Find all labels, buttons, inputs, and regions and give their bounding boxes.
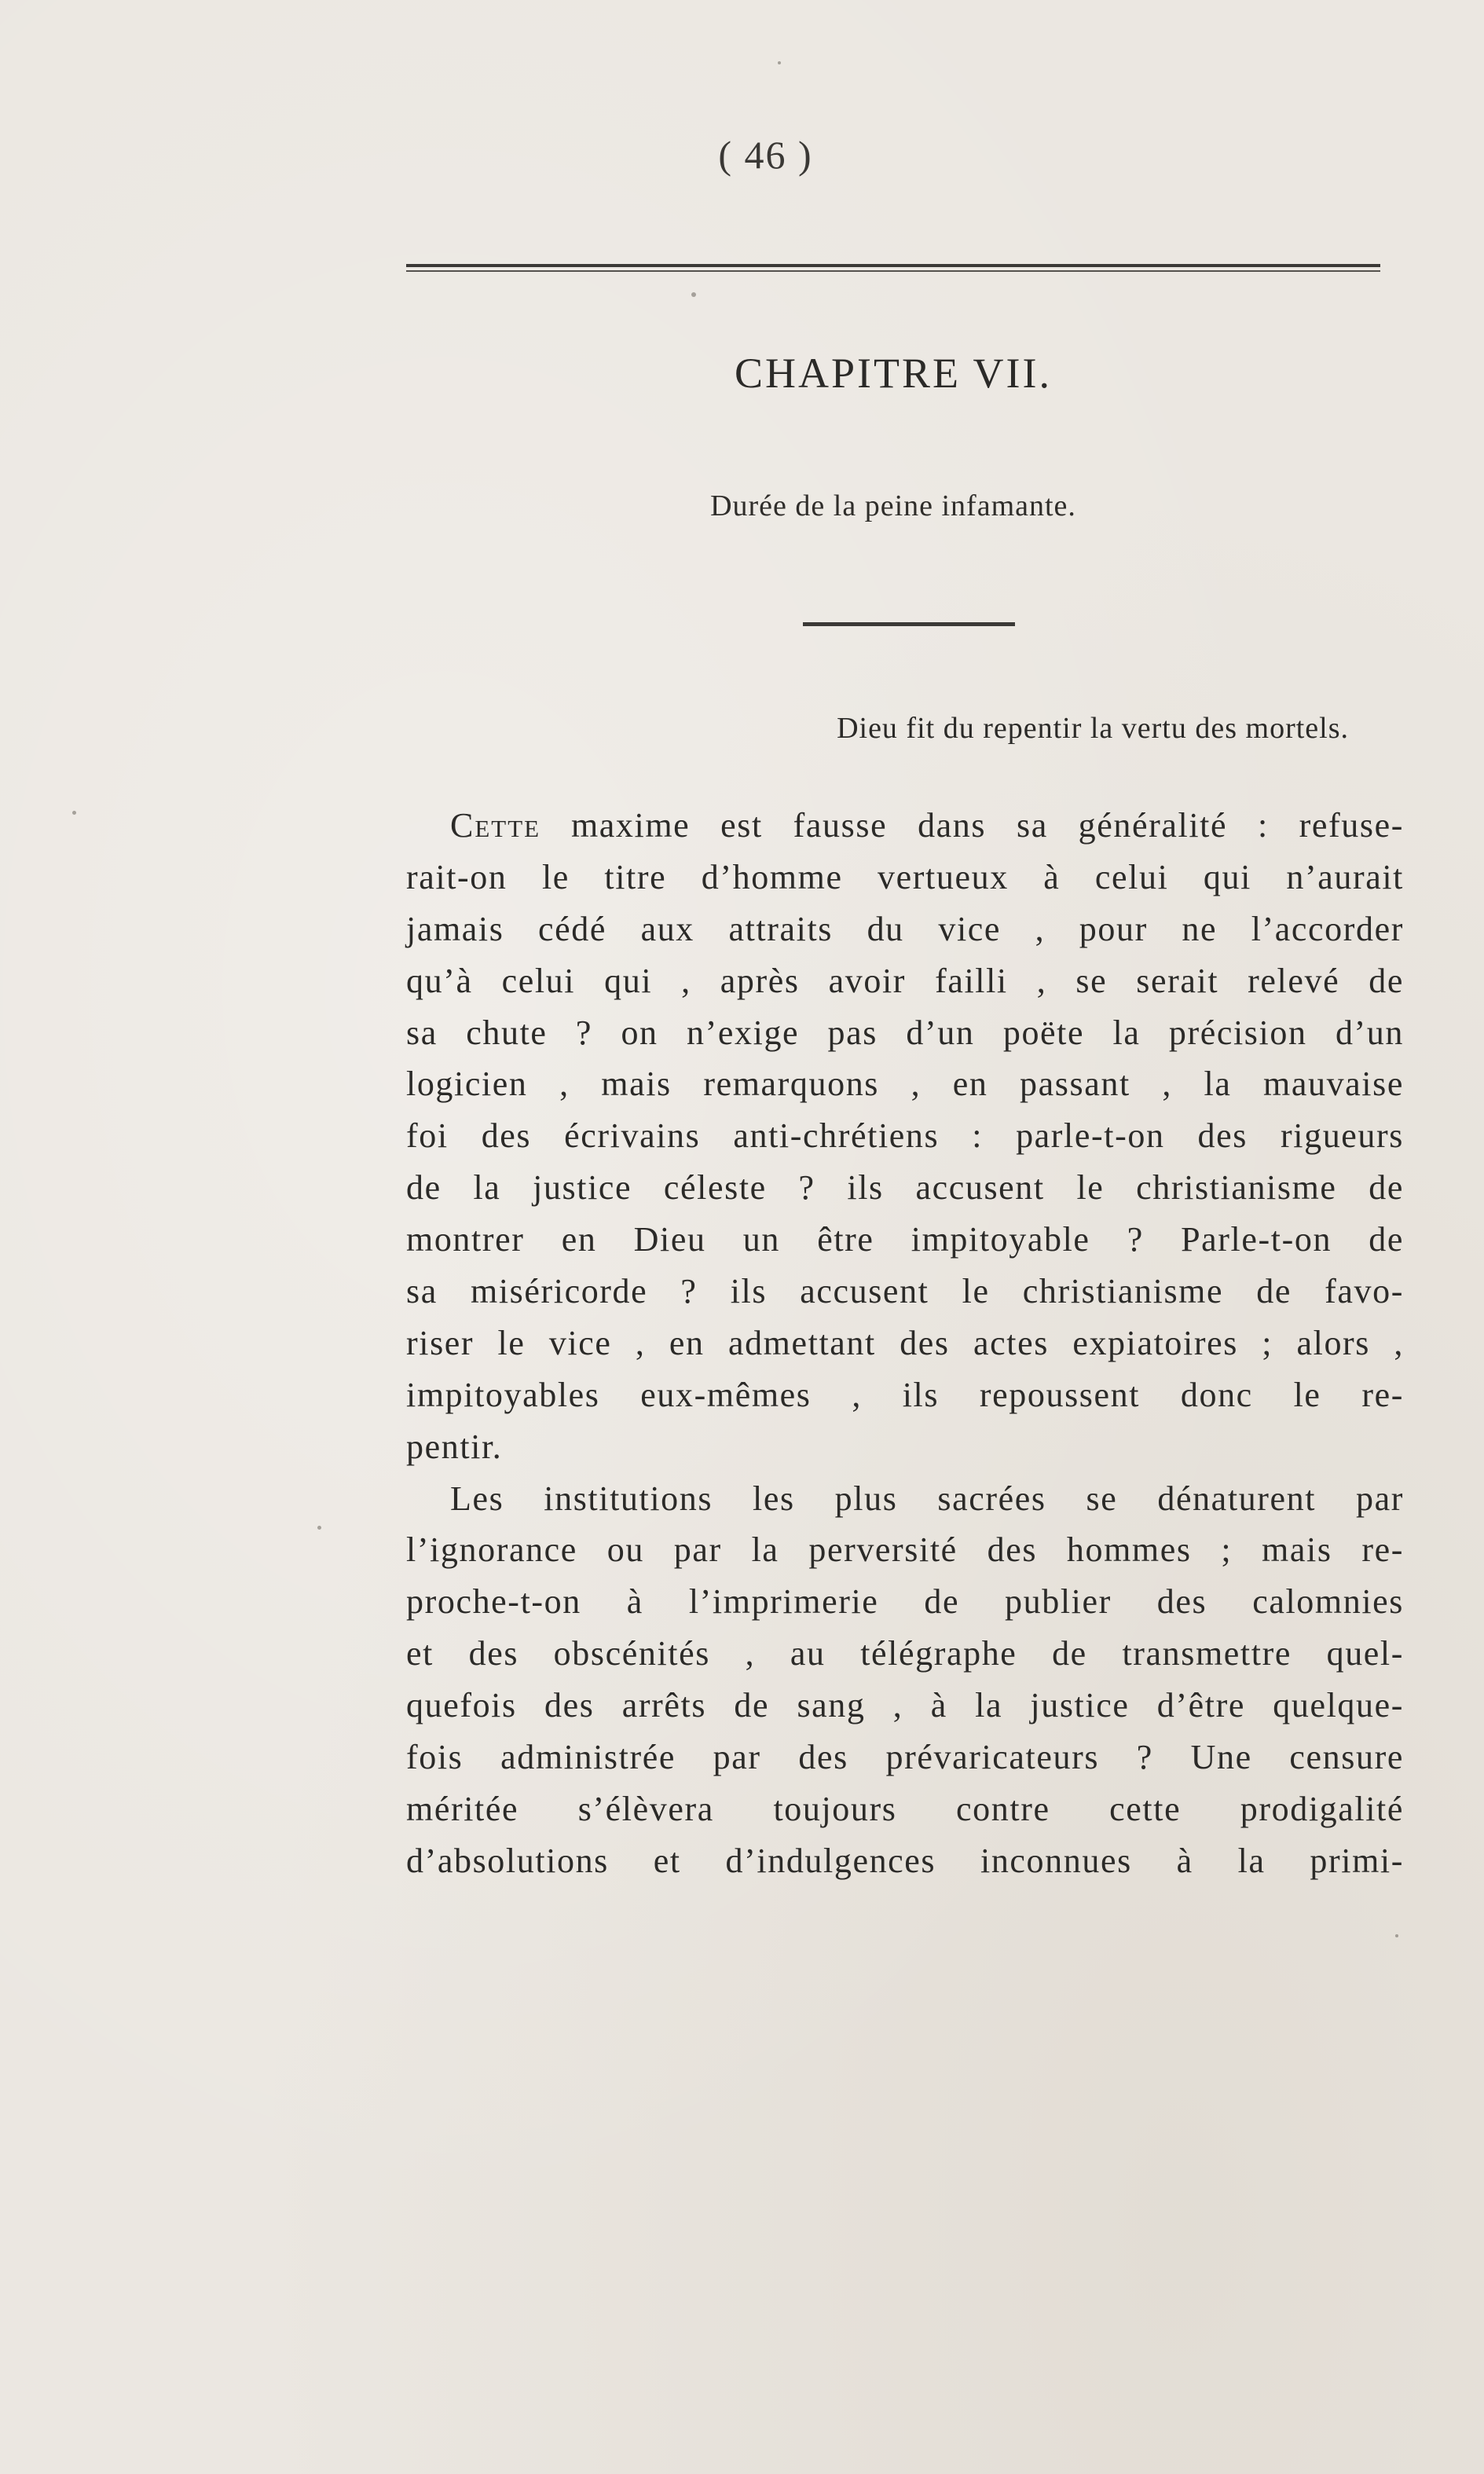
paragraph-2-line: l’ignorance ou par la perversité des hommes ; mais re- <box>406 1530 1404 1570</box>
paragraph-2-line: méritée s’élèvera toujours contre cette prodigalité <box>406 1789 1404 1828</box>
paper-speck <box>317 1526 321 1530</box>
body-text <box>406 800 1404 1887</box>
paragraph-2-line-1: Les institutions les plus sacrées se dénaturent par <box>450 1479 1404 1518</box>
paragraph-1-line: montrer en Dieu un être impitoyable ? Parle-t-on de <box>406 1220 1404 1259</box>
paragraph-1-line-1 <box>406 800 1404 852</box>
paragraph-1-line: rait-on le titre d’homme vertueux à celui qui n’aurait <box>406 857 1404 896</box>
paragraph-1-line-1-rest: maxime est fausse dans sa généralité : refuse- <box>540 806 1404 845</box>
paragraph-1-line: impitoyables eux-mêmes , ils repoussent donc le re- <box>406 1375 1404 1414</box>
paragraph-1-last-line: pentir. <box>406 1427 503 1466</box>
paper-speck <box>1395 1934 1398 1937</box>
paragraph-1-line: riser le vice , en admettant des actes expiatoires ; alors , <box>406 1323 1404 1362</box>
section-divider-rule <box>803 622 1015 626</box>
paper-speck <box>72 811 76 815</box>
epigraph: Dieu fit du repentir la vertu des mortels. <box>837 712 1349 745</box>
paper-speck <box>778 61 781 64</box>
header-rule-thick <box>406 264 1380 267</box>
paragraph-2-line: d’absolutions et d’indulgences inconnues à la primi- <box>406 1841 1404 1880</box>
chapter-title: CHAPITRE VII. <box>734 350 1052 397</box>
paragraph-2-line: proche-t-on à l’imprimerie de publier des calomnies <box>406 1582 1404 1622</box>
paragraph-2-line: fois administrée par des prévaricateurs ? Une censure <box>406 1738 1404 1777</box>
paragraph-2-line: et des obscénités , au télégraphe de transmettre quel- <box>406 1634 1404 1673</box>
page-number: ( 46 ) <box>718 133 813 177</box>
paragraph-1-line: sa miséricorde ? ils accusent le christianisme de favo- <box>406 1272 1404 1311</box>
paragraph-1-line: sa chute ? on n’exige pas d’un poëte la précision d’un <box>406 1013 1404 1052</box>
paragraph-1-line: foi des écrivains anti-chrétiens : parle-t-on des rigueurs <box>406 1116 1404 1156</box>
header-double-rule <box>406 264 1380 273</box>
chapter-subtitle: Durée de la peine infamante. <box>710 489 1076 522</box>
paragraph-1-line: jamais cédé aux attraits du vice , pour ne l’accorder <box>406 909 1404 948</box>
paragraph-1-line: qu’à celui qui , après avoir failli , se serait relevé de <box>406 961 1404 1000</box>
paper-speck <box>691 292 696 297</box>
header-rule-thin <box>406 270 1380 272</box>
paragraph-1-line: de la justice céleste ? ils accusent le christianisme de <box>406 1168 1404 1208</box>
paragraph-1-first-word: Cette <box>450 806 541 845</box>
paragraph-1-line: logicien , mais remarquons , en passant , la mauvaise <box>406 1065 1404 1104</box>
paragraph-2-line: quefois des arrêts de sang , à la justice d’être quelque- <box>406 1686 1404 1725</box>
